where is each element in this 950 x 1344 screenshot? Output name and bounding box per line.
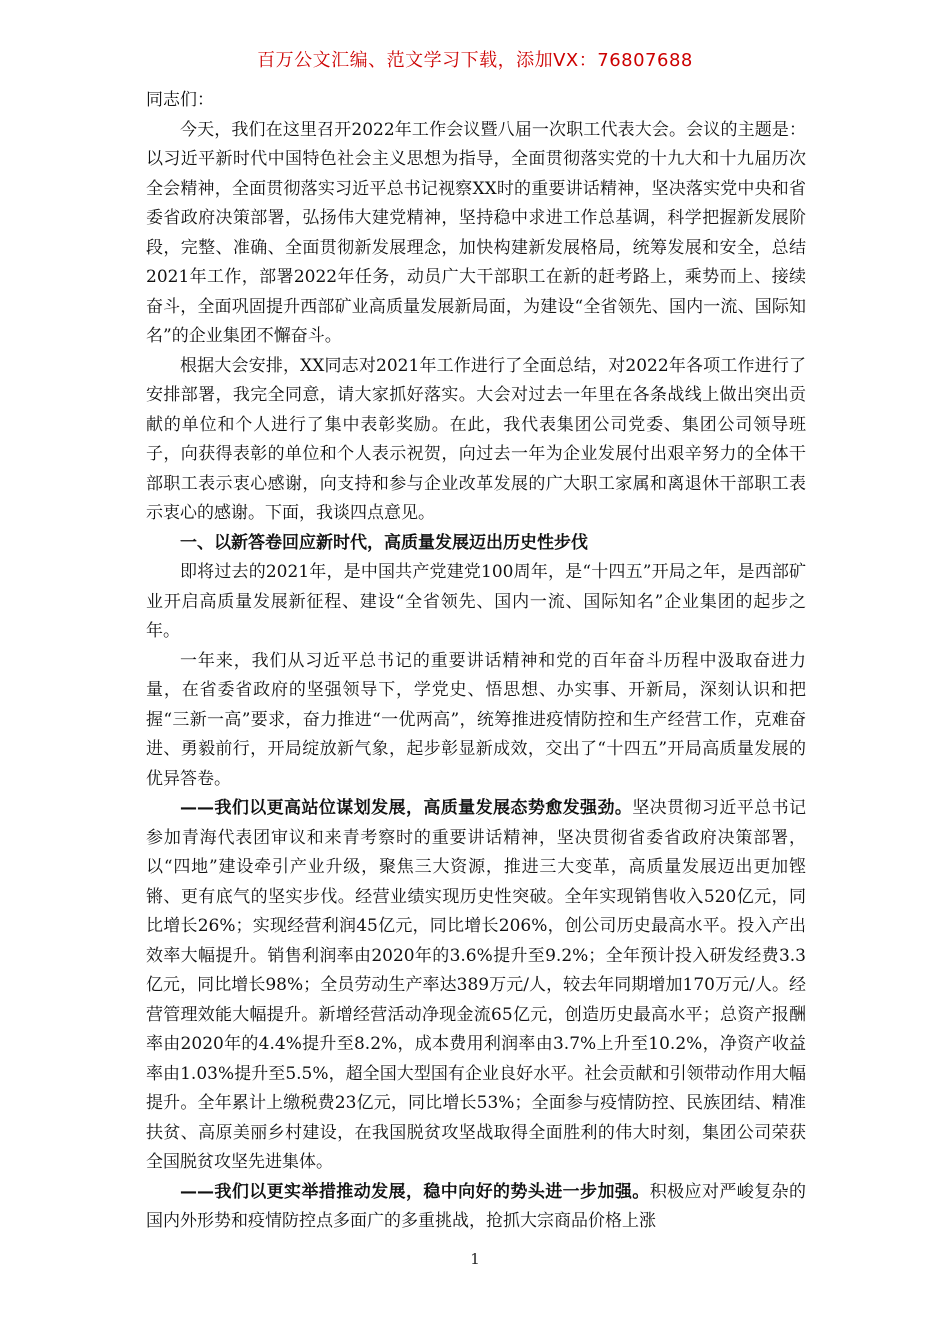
paragraph-text: 积极应对严峻复杂的国内外形势和疫情防控点多面广的多重挑战，抢抓大宗商品价格上涨	[146, 1181, 807, 1231]
download-banner: 百万公文汇编、范文学习下载，添加VX：76807688	[257, 50, 693, 71]
paragraph-year-review: 一年来，我们从习近平总书记的重要讲话精神和党的百年奋斗历程中汲取奋进力量，在省委省政府的坚强领导下，学党史、悟思想、办实事、开新局，深刻认识和把握“三新一高”要求，奋力推进“一优两高”，统筹推进疫情防控和生产经营工作，克难奋进、勇毅前行，开局绽放新气象，起步彰显新成效，交出了“十四五”开局高质量发展的优异答卷。	[146, 650, 806, 789]
paragraph-2021-overview: 即将过去的2021年，是中国共产党建党100周年，是“十四五”开局之年，是西部矿业开启高质量发展新征程、建设“全省领先、国内一流、国际知名”企业集团的起步之年。	[146, 562, 806, 641]
paragraph-development-strength	[146, 794, 806, 1178]
paragraph-lead: ——我们以更高站位谋划发展，高质量发展态势愈发强劲。	[180, 798, 633, 818]
paragraph-opening: 今天，我们在这里召开2022年工作会议暨八届一次职工代表大会。会议的主题是：以习近平新时代中国特色社会主义思想为指导，全面贯彻落实党的十九大和十九届历次全会精神，全面贯彻落实习近平总书记视察XX时的重要讲话精神，坚决落实党中央和省委省政府决策部署，弘扬伟大建党精神，坚持稳中求进工作总基调，科学把握新发展阶段，完整、准确、全面贯彻新发展理念，加快构建新发展格局，统筹发展和安全，总结2021年工作，部署2022年任务，动员广大干部职工在新的赶考路上，乘势而上、接续奋斗，全面巩固提升西部矿业高质量发展新局面，为建设“全省领先、国内一流、国际知名”的企业集团不懈奋斗。	[146, 119, 806, 346]
section-heading-1: 一、以新答卷回应新时代，高质量发展迈出历史性步伐	[180, 532, 588, 553]
paragraph-lead: ——我们以更实举措推动发展，稳中向好的势头进一步加强。	[180, 1181, 650, 1202]
paragraph-arrangement: 根据大会安排，XX同志对2021年工作进行了全面总结，对2022年各项工作进行了安排部署，我完全同意，请大家抓好落实。大会对过去一年里在各条战线上做出突出贡献的单位和个人进行了集中表彰奖励。在此，我代表集团公司党委、集团公司领导班子，向获得表彰的单位和个人表示祝贺，向过去一年为企业发展付出艰辛努力的全体干部职工表示衷心感谢，向支持和参与企业改革发展的广大职工家属和离退休干部职工表示衷心的感谢。下面，我谈四点意见。	[146, 355, 806, 523]
salutation: 同志们：	[146, 90, 214, 110]
document-body	[146, 86, 806, 1237]
paragraph-text: 坚决贯彻习近平总书记参加青海代表团审议和来青考察时的重要讲话精神，坚决贯彻省委省政府决策部署，以“四地”建设牵引产业升级，聚焦三大资源，推进三大变革，高质量发展迈出更加铿锵、更有底气的坚实步伐。经营业绩实现历史性突破。全年实现销售收入520亿元，同比增长26%；实现经营利润45亿元，同比增长206%，创公司历史最高水平。投入产出效率大幅提升。销售利润率由2020年的3.6%提升至9.2%；全年预计投入研发经费3.3亿元，同比增长98%；全员劳动生产率达389万元/人，较去年同期增加170万元/人。经营管理效能大幅提升。新增经营活动净现金流65亿元，创造历史最高水平；总资产报酬率由2020年的4.4%提升至8.2%，成本费用利润率由3.7%上升至10.2%，净资产收益率由1.03%提升至5.5%，超全国大型国有企业良好水平。社会贡献和引领带动作用大幅提升。全年累计上缴税费23亿元，同比增长53%；全面参与疫情防控、民族团结、精准扶贫、高原美丽乡村建设，在我国脱贫攻坚战取得全面胜利的伟大时刻，集团公司荣获全国脱贫攻坚先进集体。	[146, 798, 807, 1172]
paragraph-development-measures	[146, 1178, 806, 1237]
page-number: 1	[470, 1250, 480, 1268]
